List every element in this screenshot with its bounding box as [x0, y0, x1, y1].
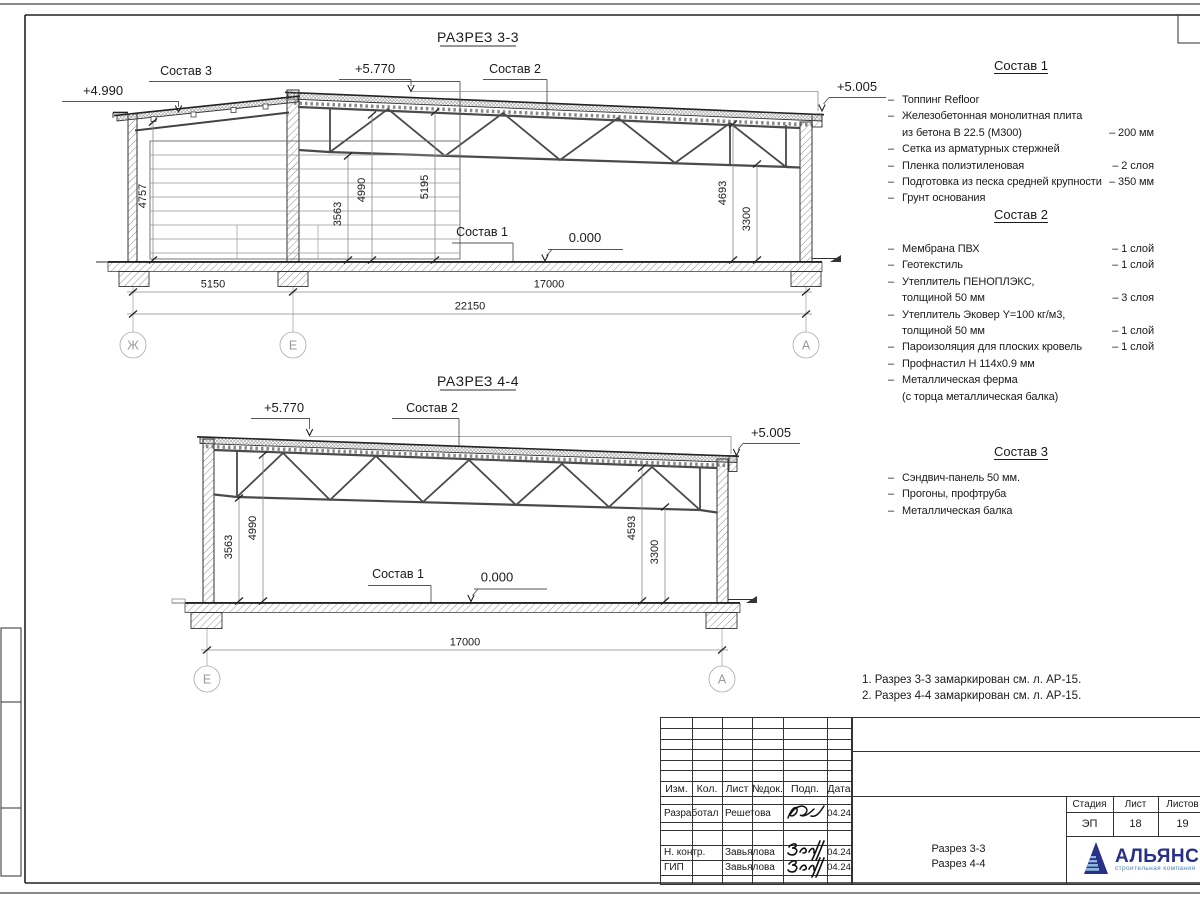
corner-stamp-box	[1178, 15, 1200, 43]
composition-1-list	[888, 92, 1154, 207]
stage-label: Стадия	[1072, 798, 1107, 810]
floor-slab	[172, 596, 757, 629]
item-text: Профнастил Н 114х0.9 мм	[902, 357, 1035, 370]
header-data: Дата	[827, 782, 851, 795]
composition-item	[888, 257, 1154, 273]
column-axis-a	[717, 459, 728, 603]
item-value	[1150, 389, 1154, 405]
dim-label: 3563	[223, 534, 235, 560]
sheets-total: 19	[1176, 818, 1189, 830]
item-value: – 1 слой	[1112, 325, 1154, 338]
composition-item	[888, 108, 1154, 124]
wall-panel-grid	[150, 141, 460, 259]
item-text: Сэндвич-панель 50 мм.	[902, 472, 1020, 484]
foundation-pad	[791, 272, 821, 287]
item-dash	[888, 323, 902, 339]
note-line: 2. Разрез 4-4 замаркирован см. л. АР-15.	[862, 689, 1082, 702]
s33-dimensions	[127, 109, 812, 333]
item-text: из бетона В 22.5 (М300)	[902, 126, 1022, 139]
composition-item	[888, 372, 1154, 388]
sheet-number: 18	[1129, 818, 1142, 830]
item-dash	[888, 389, 902, 405]
dim-label: 4990	[247, 515, 259, 541]
dim-label: 3563	[332, 201, 344, 227]
item-text: Грунт основания	[902, 192, 986, 205]
item-text: Прогоны, профтруба	[902, 488, 1007, 501]
item-dash: –	[888, 308, 895, 321]
composition-item	[888, 339, 1154, 355]
item-value	[1150, 486, 1154, 502]
sheet-label: Лист	[1124, 798, 1147, 810]
axis-label: А	[801, 338, 811, 353]
item-dash: –	[888, 341, 895, 354]
logo-pyramid-icon	[1084, 842, 1108, 879]
item-dash: –	[888, 192, 895, 205]
item-text: Подготовка из песка средней крупности	[902, 176, 1102, 189]
dim-label: 22150	[454, 300, 486, 313]
composition-item	[888, 356, 1154, 372]
composition-item	[888, 323, 1154, 339]
row-role: Разработал	[664, 807, 719, 819]
item-value: – 3 слоя	[1112, 292, 1154, 305]
section-title: РАЗРЕЗ 4-4	[437, 373, 519, 389]
dim-label: 4757	[137, 183, 149, 209]
s44-structure	[172, 437, 757, 629]
item-dash: –	[888, 504, 895, 517]
item-text: толщиной 50 мм	[902, 325, 985, 338]
item-text: Топпинг Refloor	[902, 94, 980, 106]
row-date: 04.24	[827, 807, 851, 819]
item-value: – 200 мм	[1109, 126, 1154, 139]
s44-axes	[194, 666, 735, 692]
composition-3-list	[888, 470, 1154, 519]
column-axis-zh	[128, 114, 137, 262]
doc-name-line: Разрез 4-4	[931, 858, 986, 870]
item-dash	[888, 125, 902, 141]
item-dash: –	[888, 488, 895, 501]
composition-2-title: Состав 2	[994, 207, 1048, 222]
item-value	[1150, 92, 1154, 108]
item-dash: –	[888, 472, 895, 484]
item-dash: –	[888, 159, 895, 172]
section-title: РАЗРЕЗ 3-3	[437, 29, 519, 45]
dim-label: 3300	[649, 539, 661, 565]
item-dash	[888, 290, 902, 306]
row-date: 04.24	[827, 862, 851, 873]
item-value	[1150, 108, 1154, 124]
dim-label: 4990	[356, 177, 368, 203]
item-text: Металлическая балка	[902, 504, 1013, 517]
company-logo	[1066, 836, 1200, 884]
s44-dimensions	[201, 452, 728, 667]
item-text: (с торца металлическая балка)	[902, 390, 1059, 403]
composition-item	[888, 389, 1154, 405]
composition-item	[888, 92, 1154, 108]
item-value: – 350 мм	[1109, 176, 1154, 189]
item-value: – 2 слоя	[1112, 159, 1154, 172]
callout-label: Состав 2	[489, 62, 541, 76]
composition-item	[888, 307, 1154, 323]
item-dash: –	[888, 374, 895, 387]
elevation-mark: +5.770	[354, 61, 396, 76]
stage-value: ЭП	[1081, 818, 1098, 830]
logo-tagline: строительная компания	[1115, 865, 1196, 872]
foundation-pad	[191, 613, 222, 629]
dim-label: 17000	[449, 636, 481, 649]
row-name: Решетова	[725, 807, 771, 819]
item-dash: –	[888, 275, 895, 288]
foundation-pad	[706, 613, 737, 629]
item-value: – 1 слой	[1112, 243, 1154, 255]
s33-axes	[120, 332, 819, 358]
item-text: Утеплитель ПЕНОПЛЭКС,	[902, 275, 1035, 288]
item-value	[1150, 141, 1154, 157]
item-value: – 1 слой	[1112, 341, 1154, 354]
title-block	[660, 717, 1200, 885]
notes-list	[862, 673, 1081, 704]
header-podp: Подп.	[791, 782, 819, 795]
section-4-4	[172, 373, 800, 692]
callout-label: Состав 1	[372, 567, 424, 581]
item-text: Геотекстиль	[902, 259, 963, 272]
note-line: 1. Разрез 3-3 замаркирован см. л. АР-15.	[862, 674, 1082, 686]
column-axis-e	[287, 90, 299, 262]
item-dash: –	[888, 259, 895, 272]
elevation-mark: +5.005	[836, 79, 878, 94]
composition-item	[888, 470, 1154, 486]
axis-label: А	[717, 672, 727, 687]
item-dash: –	[888, 94, 895, 106]
item-text: Утеплитель Эковер Y=100 кг/м3,	[902, 308, 1066, 321]
composition-3-title: Состав 3	[994, 444, 1048, 459]
item-dash: –	[888, 357, 895, 370]
elevation-mark: 0.000	[568, 230, 602, 245]
composition-item	[888, 174, 1154, 190]
composition-1-title: Состав 1	[994, 58, 1048, 73]
dim-label: 4593	[626, 515, 638, 541]
item-dash: –	[888, 243, 895, 255]
signature	[784, 800, 826, 826]
composition-item	[888, 290, 1154, 306]
composition-item	[888, 486, 1154, 502]
item-value: – 1 слой	[1112, 259, 1154, 272]
elevation-mark: 0.000	[480, 569, 514, 585]
dim-label: 5150	[200, 278, 226, 291]
dim-label: 17000	[533, 278, 565, 291]
item-value	[1150, 274, 1154, 290]
callout-label: Состав 2	[406, 401, 458, 415]
header-list: Лист	[725, 782, 749, 795]
elevation-mark: +5.770	[263, 400, 305, 415]
item-text: Пленка полиэтиленовая	[902, 159, 1025, 172]
section-3-3	[62, 29, 886, 358]
header-izm: Изм.	[665, 782, 688, 795]
composition-2-list	[888, 241, 1154, 405]
callout-label: Состав 3	[160, 64, 212, 78]
s33-structure	[96, 90, 841, 287]
item-text: толщиной 50 мм	[902, 292, 985, 305]
axis-label: Е	[288, 338, 298, 353]
foundation-pad	[119, 272, 149, 287]
signature	[785, 856, 825, 880]
item-value	[1150, 372, 1154, 388]
item-value	[1150, 470, 1154, 486]
axis-label: Ж	[127, 338, 139, 353]
row-role: Н. контр.	[664, 847, 706, 858]
row-name: Завьялова	[725, 847, 775, 858]
side-stamp-boxes	[1, 628, 21, 876]
item-value	[1150, 356, 1154, 372]
composition-item	[888, 141, 1154, 157]
item-dash: –	[888, 176, 895, 189]
logo-company-name: АЛЬЯНС	[1115, 846, 1200, 867]
s33-annotations	[62, 29, 886, 261]
item-text: Мембрана ПВХ	[902, 243, 980, 255]
dim-label: 4693	[717, 180, 729, 206]
composition-item	[888, 241, 1154, 257]
item-text: Пароизоляция для плоских кровель	[902, 341, 1082, 354]
elevation-mark: +4.990	[82, 83, 124, 98]
item-value	[1150, 307, 1154, 323]
elevation-mark: +5.005	[750, 425, 792, 440]
item-dash: –	[888, 143, 895, 156]
item-text: Сетка из арматурных стержней	[902, 143, 1060, 156]
header-ndok: №док.	[752, 782, 783, 795]
doc-name-line: Разрез 3-3	[931, 843, 986, 855]
sheets-label: Листов	[1166, 798, 1199, 810]
column-axis-e	[203, 439, 214, 603]
item-text: Железобетонная монолитная плита	[902, 110, 1083, 123]
column-axis-a	[800, 122, 812, 262]
item-dash: –	[888, 110, 895, 123]
item-text: Металлическая ферма	[902, 374, 1018, 387]
composition-item	[888, 125, 1154, 141]
item-value	[1150, 503, 1154, 519]
composition-item	[888, 158, 1154, 174]
callout-label: Состав 1	[456, 225, 508, 239]
axis-label: Е	[202, 672, 212, 687]
dim-label: 3300	[741, 206, 753, 232]
header-kol: Кол.	[696, 782, 718, 795]
foundation-pad	[278, 272, 308, 287]
document-name	[851, 796, 1066, 884]
dim-label: 5195	[419, 174, 431, 200]
row-date: 04.24	[827, 847, 851, 858]
composition-item	[888, 503, 1154, 519]
composition-item	[888, 190, 1154, 206]
row-name: Завьялова	[725, 862, 775, 873]
item-value	[1150, 190, 1154, 206]
composition-item	[888, 274, 1154, 290]
row-role: ГИП	[664, 862, 684, 873]
